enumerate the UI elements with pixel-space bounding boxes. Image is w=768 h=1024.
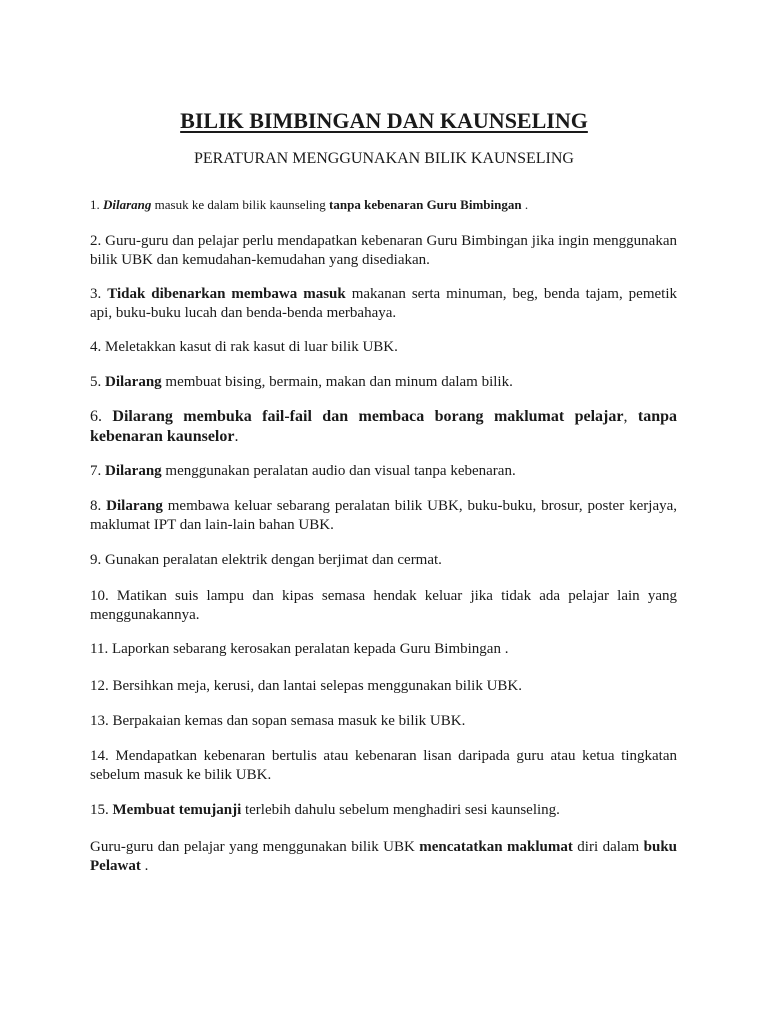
rule-text-run: membuat bising, bermain, makan dan minum dalam bilik. — [161, 374, 513, 390]
rule-text-run: . — [234, 428, 239, 445]
rule-text-run: diri dalam — [572, 839, 644, 855]
rule-text-run: menggunakan peralatan audio dan visual tanpa kebenaran. — [161, 463, 516, 479]
rule-text-run: Guru-guru dan pelajar yang menggunakan bilik UBK — [90, 839, 420, 855]
rule-text-run: tanpa kebenaran kaunselor — [90, 408, 677, 445]
rule-2 — [90, 232, 677, 270]
rule-6 — [90, 407, 677, 447]
rule-text-run: makanan serta minuman, beg, benda tajam, pemetik api, buku-buku lucah dan benda-benda merbahaya. — [90, 286, 677, 321]
rule-text-run: 14. Mendapatkan kebenaran bertulis atau kebenaran lisan daripada guru atau ketua tingkatan sebelum masuk ke bilik UBK. — [90, 748, 677, 783]
rule-1 — [90, 195, 677, 214]
rule-14 — [90, 747, 677, 785]
rule-text-run: 11. Laporkan sebarang kerosakan peralatan kepada Guru Bimbingan . — [90, 641, 509, 657]
rule-text-run: Tidak dibenarkan membawa masuk — [107, 286, 346, 302]
rule-text-run: 13. Berpakaian kemas dan sopan semasa masuk ke bilik UBK. — [90, 713, 466, 729]
rule-text-run: 4. Meletakkan kasut di rak kasut di luar bilik UBK. — [90, 339, 398, 355]
rule-10 — [90, 587, 677, 625]
rule-text-run: Dilarang — [105, 374, 162, 390]
rule-text-run: buku Pelawat — [90, 839, 678, 874]
rule-3 — [90, 285, 677, 323]
rule-text-run: 5. — [90, 374, 105, 390]
rule-9 — [90, 551, 677, 570]
rule-12 — [90, 677, 677, 696]
rule-text-run: 3. — [90, 286, 108, 302]
rule-4 — [90, 338, 677, 357]
rule-text-run: membawa keluar sebarang peralatan bilik UBK, buku-buku, brosur, poster kerjaya, maklumat IPT dan lain-lain bahan UBK. — [90, 498, 678, 533]
rule-text-run: Dilarang membuka fail-fail dan membaca borang maklumat pelajar — [112, 408, 624, 425]
closing-note — [90, 838, 677, 876]
rule-text-run: 12. Bersihkan meja, kerusi, dan lantai selepas menggunakan bilik UBK. — [90, 678, 522, 694]
rule-7 — [90, 462, 677, 481]
rule-text-run: mencatatkan maklumat — [419, 839, 573, 855]
rule-13 — [90, 712, 677, 731]
rule-text-run: tanpa kebenaran Guru Bimbingan — [329, 197, 522, 212]
rule-text-run: terlebih dahulu sebelum menghadiri sesi kaunseling. — [241, 802, 560, 818]
rule-text-run: masuk ke dalam bilik kaunseling — [151, 197, 330, 212]
rule-text-run: 9. Gunakan peralatan elektrik dengan berjimat dan cermat. — [90, 552, 442, 568]
rule-text-run: . — [521, 197, 529, 212]
rule-text-run: Dilarang — [106, 498, 163, 514]
page-title: BILIK BIMBINGAN DAN KAUNSELING — [180, 108, 588, 133]
rule-text-run: 2. Guru-guru dan pelajar perlu mendapatkan kebenaran Guru Bimbingan jika ingin menggunakan bilik UBK dan kemudahan-kemudahan yang disediakan. — [90, 233, 677, 268]
page-subtitle: PERATURAN MENGGUNAKAN BILIK KAUNSELING — [194, 150, 574, 167]
rule-text-run: Membuat temujanji — [112, 802, 242, 818]
rule-8 — [90, 497, 677, 535]
rule-text-run: Dilarang — [103, 197, 152, 212]
rule-15 — [90, 801, 677, 820]
rule-text-run: 8. — [90, 498, 107, 514]
rule-text-run: 6. — [90, 408, 113, 425]
rule-text-run: Dilarang — [105, 463, 162, 479]
rule-text-run: 1. — [90, 197, 103, 212]
rule-text-run: , — [623, 408, 638, 425]
rule-text-run: . — [140, 858, 149, 874]
rule-text-run: 10. Matikan suis lampu dan kipas semasa hendak keluar jika tidak ada pelajar lain yang menggunakannya. — [90, 588, 677, 623]
rule-5 — [90, 373, 677, 392]
rule-text-run: 7. — [90, 463, 105, 479]
rule-11 — [90, 640, 677, 659]
rule-text-run: 15. — [90, 802, 113, 818]
